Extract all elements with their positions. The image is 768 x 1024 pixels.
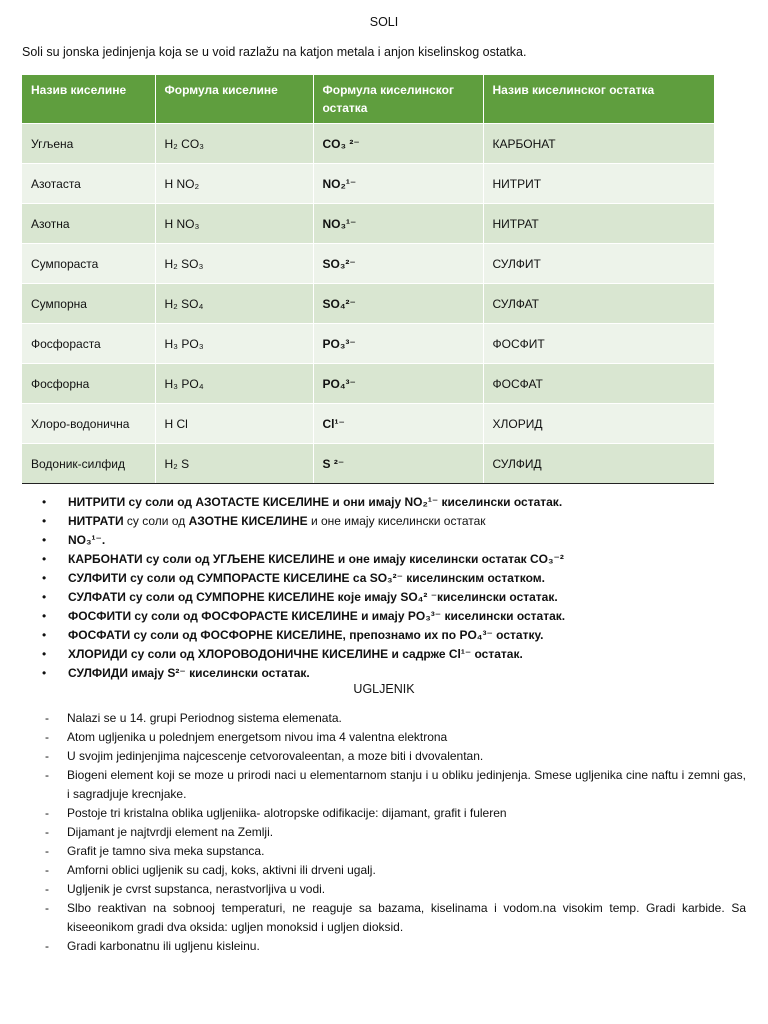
bullet-text: ФОСФАТИ су соли од ФОСФОРНЕ КИСЕЛИНЕ, препознамо их по PO₄³⁻ остатку.: [68, 628, 544, 642]
residue-name-cell: ФОСФАТ: [483, 364, 714, 404]
bullet-text: су соли од: [123, 514, 189, 528]
table-row: [22, 404, 714, 444]
list-item: - Atom ugljenika u polednjem energetsom nivou ima 4 valentna elektrona: [42, 728, 746, 747]
list-item: - Amforni oblici ugljenik su cadj, koks, aktivni ili drveni ugalj.: [42, 861, 746, 880]
residue-formula-cell: Cl¹⁻: [313, 404, 483, 444]
table-row: [22, 164, 714, 204]
residue-formula-cell: NO₃¹⁻: [313, 204, 483, 244]
acid-formula-cell: H Cl: [155, 404, 313, 444]
bullet-text-bold: НИТРАТИ: [68, 514, 124, 528]
acid-formula-cell: H₂ CO₃: [155, 124, 313, 164]
residue-formula-cell: PO₃³⁻: [313, 324, 483, 364]
header-acid-name: Назив киселине: [22, 75, 155, 124]
table-header-row: [22, 75, 714, 124]
list-item: [40, 512, 740, 531]
acid-formula-cell: H₂ S: [155, 444, 313, 484]
list-item: [40, 588, 740, 607]
acid-formula-cell: H₂ SO₄: [155, 284, 313, 324]
residue-name-cell: ХЛОРИД: [483, 404, 714, 444]
acid-formula-cell: H₃ PO₃: [155, 324, 313, 364]
list-item: [40, 645, 740, 664]
acid-name-cell: Хлоро-водонична: [22, 404, 155, 444]
list-item: [40, 550, 740, 569]
list-item: [40, 493, 740, 512]
salts-bullet-list: [40, 493, 740, 683]
acid-name-cell: Азотна: [22, 204, 155, 244]
section-title: UGLJENIK: [353, 682, 415, 696]
page-title: SOLI: [369, 15, 399, 29]
acid-formula-cell: H NO₃: [155, 204, 313, 244]
list-item: [40, 626, 740, 645]
bullet-text: СУЛФАТИ су соли од СУМПОРНЕ КИСЕЛИНЕ које имају SO₄² ⁻киселински остатак.: [68, 590, 558, 604]
residue-formula-cell: CO₃ ²⁻: [313, 124, 483, 164]
residue-formula-cell: PO₄³⁻: [313, 364, 483, 404]
acids-table: [22, 75, 714, 484]
list-item: - Slbo reaktivan na sobnooj temperaturi, ne reaguje sa bazama, kiselinama i vodom.na visokim temp. Gradi karbide. Sa kiseeonikom gradi dva oksida: ugljen monoksid i ugljen dioksid.: [42, 899, 746, 937]
acid-formula-cell: H₃ PO₄: [155, 364, 313, 404]
acid-name-cell: Сумпораста: [22, 244, 155, 284]
list-item: - U svojim jedinjenjima najcescenje cetvorovaleentan, a moze biti i dvovalentan.: [42, 747, 746, 766]
bullet-text: НИТРИТИ су соли од АЗОТАСТЕ КИСЕЛИНЕ и они имају NO₂¹⁻ киселински остатак.: [68, 495, 563, 509]
bullet-text: СУЛФИДИ имају S²⁻ киселински остатак.: [68, 666, 310, 680]
residue-name-cell: НИТРАТ: [483, 204, 714, 244]
acid-name-cell: Угљена: [22, 124, 155, 164]
acid-name-cell: Фосфорна: [22, 364, 155, 404]
carbon-facts-list: [42, 709, 746, 956]
acid-formula-cell: H₂ SO₃: [155, 244, 313, 284]
bullet-text: СУЛФИТИ су соли од СУМПОРАСТЕ КИСЕЛИНЕ са SO₃²⁻ киселинским остатком.: [68, 571, 546, 585]
bullet-text: NO₃¹⁻.: [68, 533, 106, 547]
table-row: [22, 324, 714, 364]
header-residue-formula: Формула киселинског остатка: [313, 75, 483, 124]
list-item: [40, 607, 740, 626]
list-item: - Grafit je tamno siva meka supstanca.: [42, 842, 746, 861]
residue-formula-cell: SO₄²⁻: [313, 284, 483, 324]
residue-name-cell: СУЛФИД: [483, 444, 714, 484]
residue-name-cell: СУЛФИТ: [483, 244, 714, 284]
bullet-text: и оне имају киселински остатак: [307, 514, 486, 528]
table-row: [22, 204, 714, 244]
table-row: [22, 244, 714, 284]
header-residue-name: Назив киселинског остатка: [483, 75, 714, 124]
table-row: [22, 444, 714, 484]
bullet-text: ХЛОРИДИ су соли од ХЛОРОВОДОНИЧНЕ КИСЕЛИНЕ и садрже Cl¹⁻ остатак.: [68, 647, 523, 661]
bullet-text-bold: АЗОТНЕ КИСЕЛИНЕ: [188, 514, 308, 528]
bullet-text: КАРБОНАТИ су соли од УГЉЕНЕ КИСЕЛИНЕ и оне имају киселински остатак CO₃⁻²: [68, 552, 564, 566]
list-item: - Ugljenik je cvrst supstanca, nerastvorljiva u vodi.: [42, 880, 746, 899]
acid-formula-cell: H NO₂: [155, 164, 313, 204]
list-item: [40, 569, 740, 588]
residue-name-cell: ФОСФИТ: [483, 324, 714, 364]
list-item: [40, 531, 740, 550]
residue-name-cell: НИТРИТ: [483, 164, 714, 204]
acid-name-cell: Азотаста: [22, 164, 155, 204]
table-row: [22, 364, 714, 404]
table-row: [22, 284, 714, 324]
list-item: - Dijamant je najtvrdji element na Zemlji.: [42, 823, 746, 842]
residue-formula-cell: S ²⁻: [313, 444, 483, 484]
list-item: [40, 664, 740, 683]
header-acid-formula: Формула киселине: [155, 75, 313, 124]
residue-name-cell: КАРБОНАТ: [483, 124, 714, 164]
intro-paragraph: Soli su jonska jedinjenja koja se u void razlažu na katjon metala i anjon kiselinskog ostatka.: [22, 45, 527, 59]
residue-formula-cell: NO₂¹⁻: [313, 164, 483, 204]
acid-name-cell: Сумпорна: [22, 284, 155, 324]
list-item: - Postoje tri kristalna oblika ugljeniika- alotropske odifikacije: dijamant, grafit i fuleren: [42, 804, 746, 823]
table-row: [22, 124, 714, 164]
list-item: - Nalazi se u 14. grupi Periodnog sistema elemenata.: [42, 709, 746, 728]
bullet-text: ФОСФИТИ су соли од ФОСФОРАСТЕ КИСЕЛИНЕ и имају PO₃³⁻ киселински остатак.: [68, 609, 566, 623]
residue-name-cell: СУЛФАТ: [483, 284, 714, 324]
acid-name-cell: Водоник-силфид: [22, 444, 155, 484]
acid-name-cell: Фосфораста: [22, 324, 155, 364]
list-item: - Gradi karbonatnu ili ugljenu kisleinu.: [42, 937, 746, 956]
residue-formula-cell: SO₃²⁻: [313, 244, 483, 284]
list-item: - Biogeni element koji se moze u prirodi naci u elementarnom stanju i u obliku jedinjenja. Smese ugljenika cine naftu i zemni gas, i sagradjuje krecnjake.: [42, 766, 746, 804]
